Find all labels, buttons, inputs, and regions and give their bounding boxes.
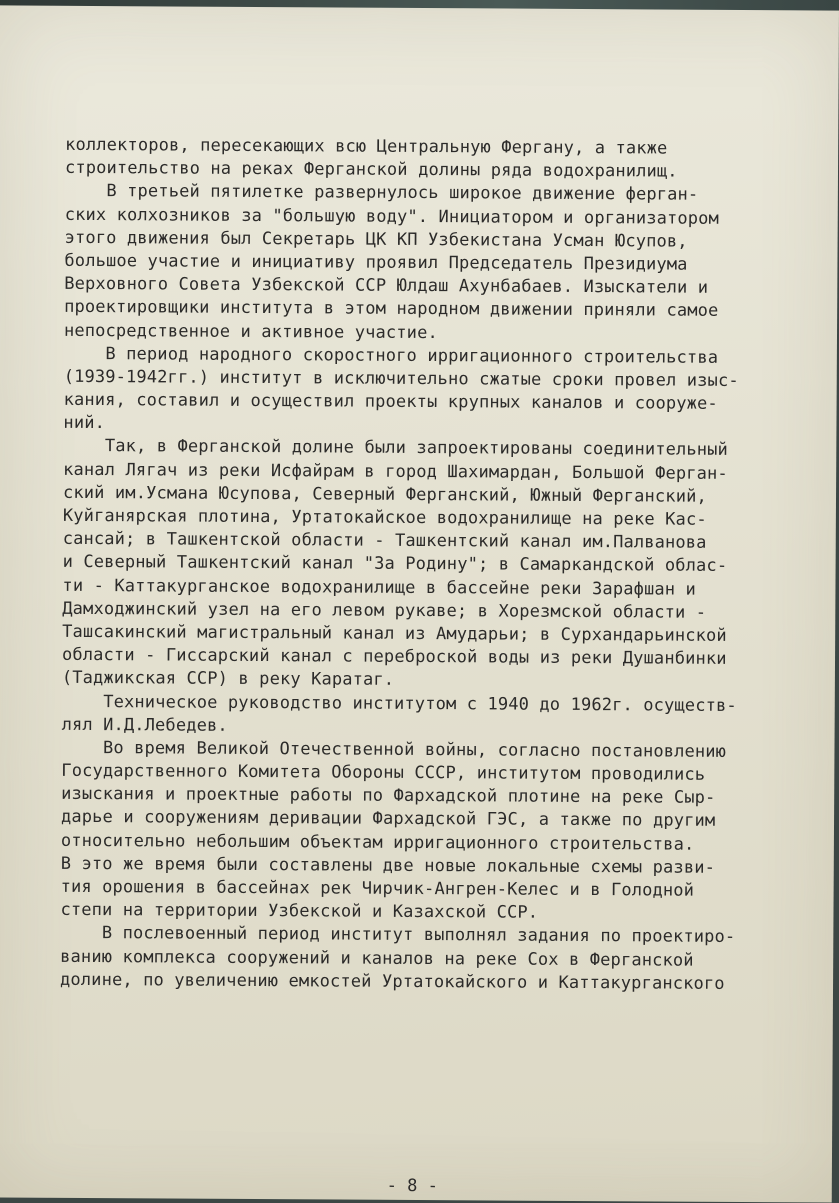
page-number: - 8 - (386, 1175, 438, 1197)
text-line: относительно небольшим объектам ирригационного строительства. (60, 830, 695, 855)
body-text (60, 134, 775, 996)
text-line: Во время Великой Отечественной войны, согласно постановлению (61, 737, 727, 762)
text-line: В третьей пятилетке развернулось широкое движение ферган- (64, 181, 699, 206)
text-line: долине, по увеличению емкостей Уртатокайского и Каттакурганского (59, 969, 725, 994)
text-line: изыскания и проектные работы по Фархадской плотине на реке Сыр- (61, 784, 716, 809)
text-line: степи на территории Узбекской и Казахской ССР. (60, 900, 539, 923)
text-line: (Таджикская ССР) в реку Каратаг. (61, 668, 395, 691)
text-line: области - Гиссарский канал с переброской воды из реки Душанбинки (61, 644, 727, 670)
text-line: Дамходжинский узел на его левом рукаве; в Хорезмской области - (62, 598, 707, 623)
text-line: кания, составил и осуществил проекты крупных каналов и сооруже- (63, 389, 718, 414)
text-line: ний. (63, 413, 106, 434)
text-line: В это же время были составлены две новые локальные схемы разви- (60, 853, 716, 878)
text-line: В период народного скоростного ирригационного строительства (63, 343, 719, 368)
text-line: проектировщики института в этом народном движении приняли самое (64, 297, 719, 322)
text-line: дарье и сооружениям деривации Фархадской ГЭС, а также по другим (60, 807, 716, 832)
text-line: (1939-1942гг.) институт в исключительно сжатые сроки провел изыс- (63, 366, 739, 391)
text-line: большое участие и инициативу проявил Председатель Президиума (64, 250, 688, 275)
text-line: канал Лягач из реки Исфайрам в город Шахимардан, Большой Ферган- (63, 459, 728, 484)
text-line: Государственного Комитета Обороны СССР, институтом проводились (61, 760, 706, 785)
text-line: сансай; в Ташкентской области - Ташкентский канал им.Палванова (62, 529, 707, 553)
text-line: непосредственное и активное участие. (63, 320, 438, 343)
text-line: Так, в Ферганской долине были запроектированы соединительный (63, 436, 729, 461)
text-line: лял И.Д.Лебедев. (61, 714, 228, 736)
text-line: коллекторов, пересекающих всю Центральную Фергану, а также (65, 134, 668, 159)
document-page (0, 5, 839, 1202)
text-line: строительство на реках Ферганской долины ряда водохранилищ. (64, 158, 678, 182)
text-line: Верховного Совета Узбекской ССР Юлдаш Ахунбабаев. Изыскатели и (64, 273, 709, 298)
text-line: Ташсакинский магистральный канал из Амударьи; в Сурхандарьинской (62, 621, 727, 646)
text-line: ванию комплекса сооружений и каналов на реке Сох в Ферганской (60, 946, 694, 971)
text-line: ский им.Усмана Юсупова, Северный Ферганский, Южный Ферганский, (62, 482, 707, 507)
text-line: этого движения был Секретарь ЦК КП Узбекистана Усман Юсупов, (64, 227, 688, 252)
text-line: ти - Каттакурганское водохранилище в бассейне реки Зарафшан и (62, 575, 696, 600)
text-line: тия орошения в бассейнах рек Чирчик-Ангрен-Келес и в Голодной (60, 876, 695, 901)
text-line: и Северный Ташкентский канал "За Родину"; в Самаркандской облас- (62, 552, 728, 577)
text-line: Куйганярская плотина, Уртатокайское водохранилище на реке Кас- (62, 505, 707, 530)
text-line: ских колхозников за "большую воду". Инициатором и организатором (64, 204, 720, 229)
text-line: Техническое руководство институтом с 1940 до 1962г. осуществ- (61, 691, 737, 716)
text-line: В послевоенный период институт выполнял задания по проектиро- (60, 923, 736, 948)
